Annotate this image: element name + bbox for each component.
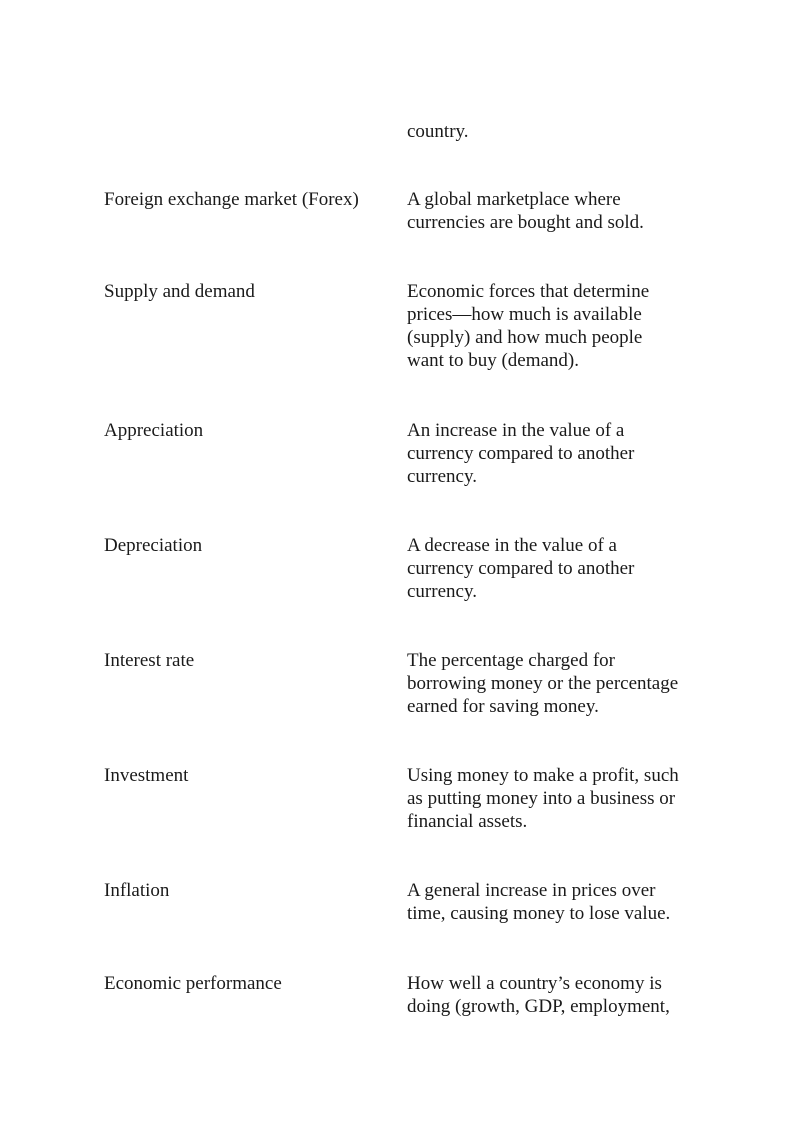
glossary-definition: An increase in the value of a currency compared to another currency. xyxy=(407,420,635,487)
glossary-definition: Using money to make a profit, such as putting money into a business or financial assets. xyxy=(407,765,679,832)
continued-definition: country. xyxy=(407,121,469,142)
glossary-definition: The percentage charged for borrowing money or the percentage earned for saving money. xyxy=(407,650,679,717)
glossary-term: Supply and demand xyxy=(104,281,255,302)
glossary-definition: Economic forces that determine prices—how much is available (supply) and how much people want to buy (demand). xyxy=(407,281,650,371)
glossary-definition: A global marketplace where currencies are bought and sold. xyxy=(407,189,644,233)
glossary-term: Investment xyxy=(104,765,189,786)
glossary-term: Economic performance xyxy=(104,973,282,994)
glossary-term: Inflation xyxy=(104,880,170,901)
glossary-term: Appreciation xyxy=(104,420,204,441)
glossary-definition: How well a country’s economy is doing (growth, GDP, employment, xyxy=(407,973,670,1017)
glossary-definition: A general increase in prices over time, causing money to lose value. xyxy=(407,880,671,924)
glossary-term: Interest rate xyxy=(104,650,195,671)
glossary-definition: A decrease in the value of a currency compared to another currency. xyxy=(407,535,635,602)
glossary-term: Depreciation xyxy=(104,535,203,556)
glossary-term: Foreign exchange market (Forex) xyxy=(104,189,359,210)
